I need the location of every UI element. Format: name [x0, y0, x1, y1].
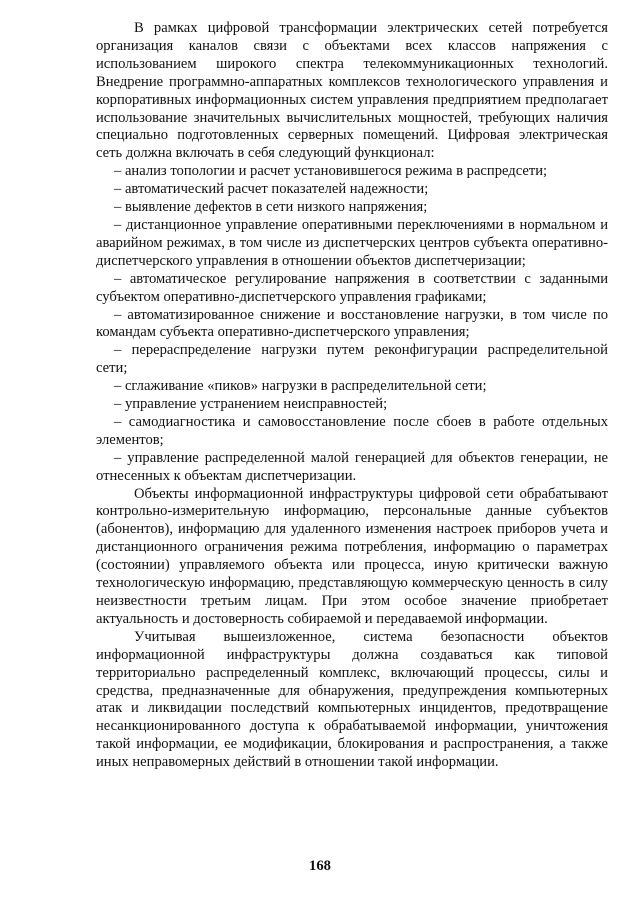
intro-paragraph: В рамках цифровой трансформации электрических сетей потребуется организация каналов связи с объектами всех классов напряжения с использованием широкого спектра телекоммуникационных технологий. Внедрение программно-аппаратных комплексов технологического управления и корпоративных информационных систем управления предприятием предполагает использование значительных вычислительных мощностей, требующих наличия специально подготовленных серверных помещений. Цифровая электрическая сеть должна включать в себя следующий функционал: [96, 20, 608, 162]
list-item: – анализ топологии и расчет установившегося режима в распредсети; [114, 163, 548, 180]
list-item: – управление распределенной малой генерацией для объектов генерации, не отнесенных к объектам диспетчеризации. [96, 449, 608, 484]
infrastructure-paragraph: Объекты информационной инфраструктуры цифровой сети обрабатывают контрольно-измерительную информацию, персональные данные субъектов (абонентов), информацию для удаленного изменения настроек приборов учета и дистанционного ограничения режима потребления, информацию о параметрах (состоянии) управляемого объекта или процесса, иную критически важную технологическую информацию, представляющую коммерческую ценность в силу неизвестности третьим лицам. При этом особое значение приобретает актуальность и достоверность собираемой и передаваемой информации. [96, 485, 608, 627]
functional-list [96, 163, 608, 485]
page-number: 168 [309, 858, 331, 874]
list-item: – управление устранением неисправностей; [114, 396, 388, 413]
security-paragraph: Учитывая вышеизложенное, система безопасности объектов информационной инфраструктуры должна создаваться как типовой территориально распределенный комплекс, включающий процессы, силы и средства, предназначенные для обнаружения, предупреждения компьютерных атак и ликвидации последствий компьютерных инцидентов, предотвращение несанкционированного доступа к обрабатываемой информации, уничтожения такой информации, ее модификации, блокирования и распространения, а также иных неправомерных действий в отношении такой информации. [96, 628, 608, 771]
list-item: – перераспределение нагрузки путем реконфигурации распределительной сети; [96, 342, 608, 377]
list-item: – автоматическое регулирование напряжения в соответствии с заданными субъектом оперативно-диспетчерского управления графиками; [96, 270, 608, 305]
list-item: – дистанционное управление оперативными переключениями в нормальном и аварийном режимах, в том числе из диспетчерских центров субъекта оперативно-диспетчерского управления в отношении объектов диспетчеризации; [96, 216, 608, 269]
list-item: – выявление дефектов в сети низкого напряжения; [114, 199, 428, 216]
list-item: – самодиагностика и самовосстановление после сбоев в работе отдельных элементов; [96, 413, 608, 448]
list-item: – автоматизированное снижение и восстановление нагрузки, в том числе по командам субъекта оперативно-диспетчерского управления; [96, 306, 608, 341]
list-item: – автоматический расчет показателей надежности; [114, 181, 429, 198]
document-page [96, 20, 608, 772]
list-item: – сглаживание «пиков» нагрузки в распределительной сети; [114, 378, 487, 395]
